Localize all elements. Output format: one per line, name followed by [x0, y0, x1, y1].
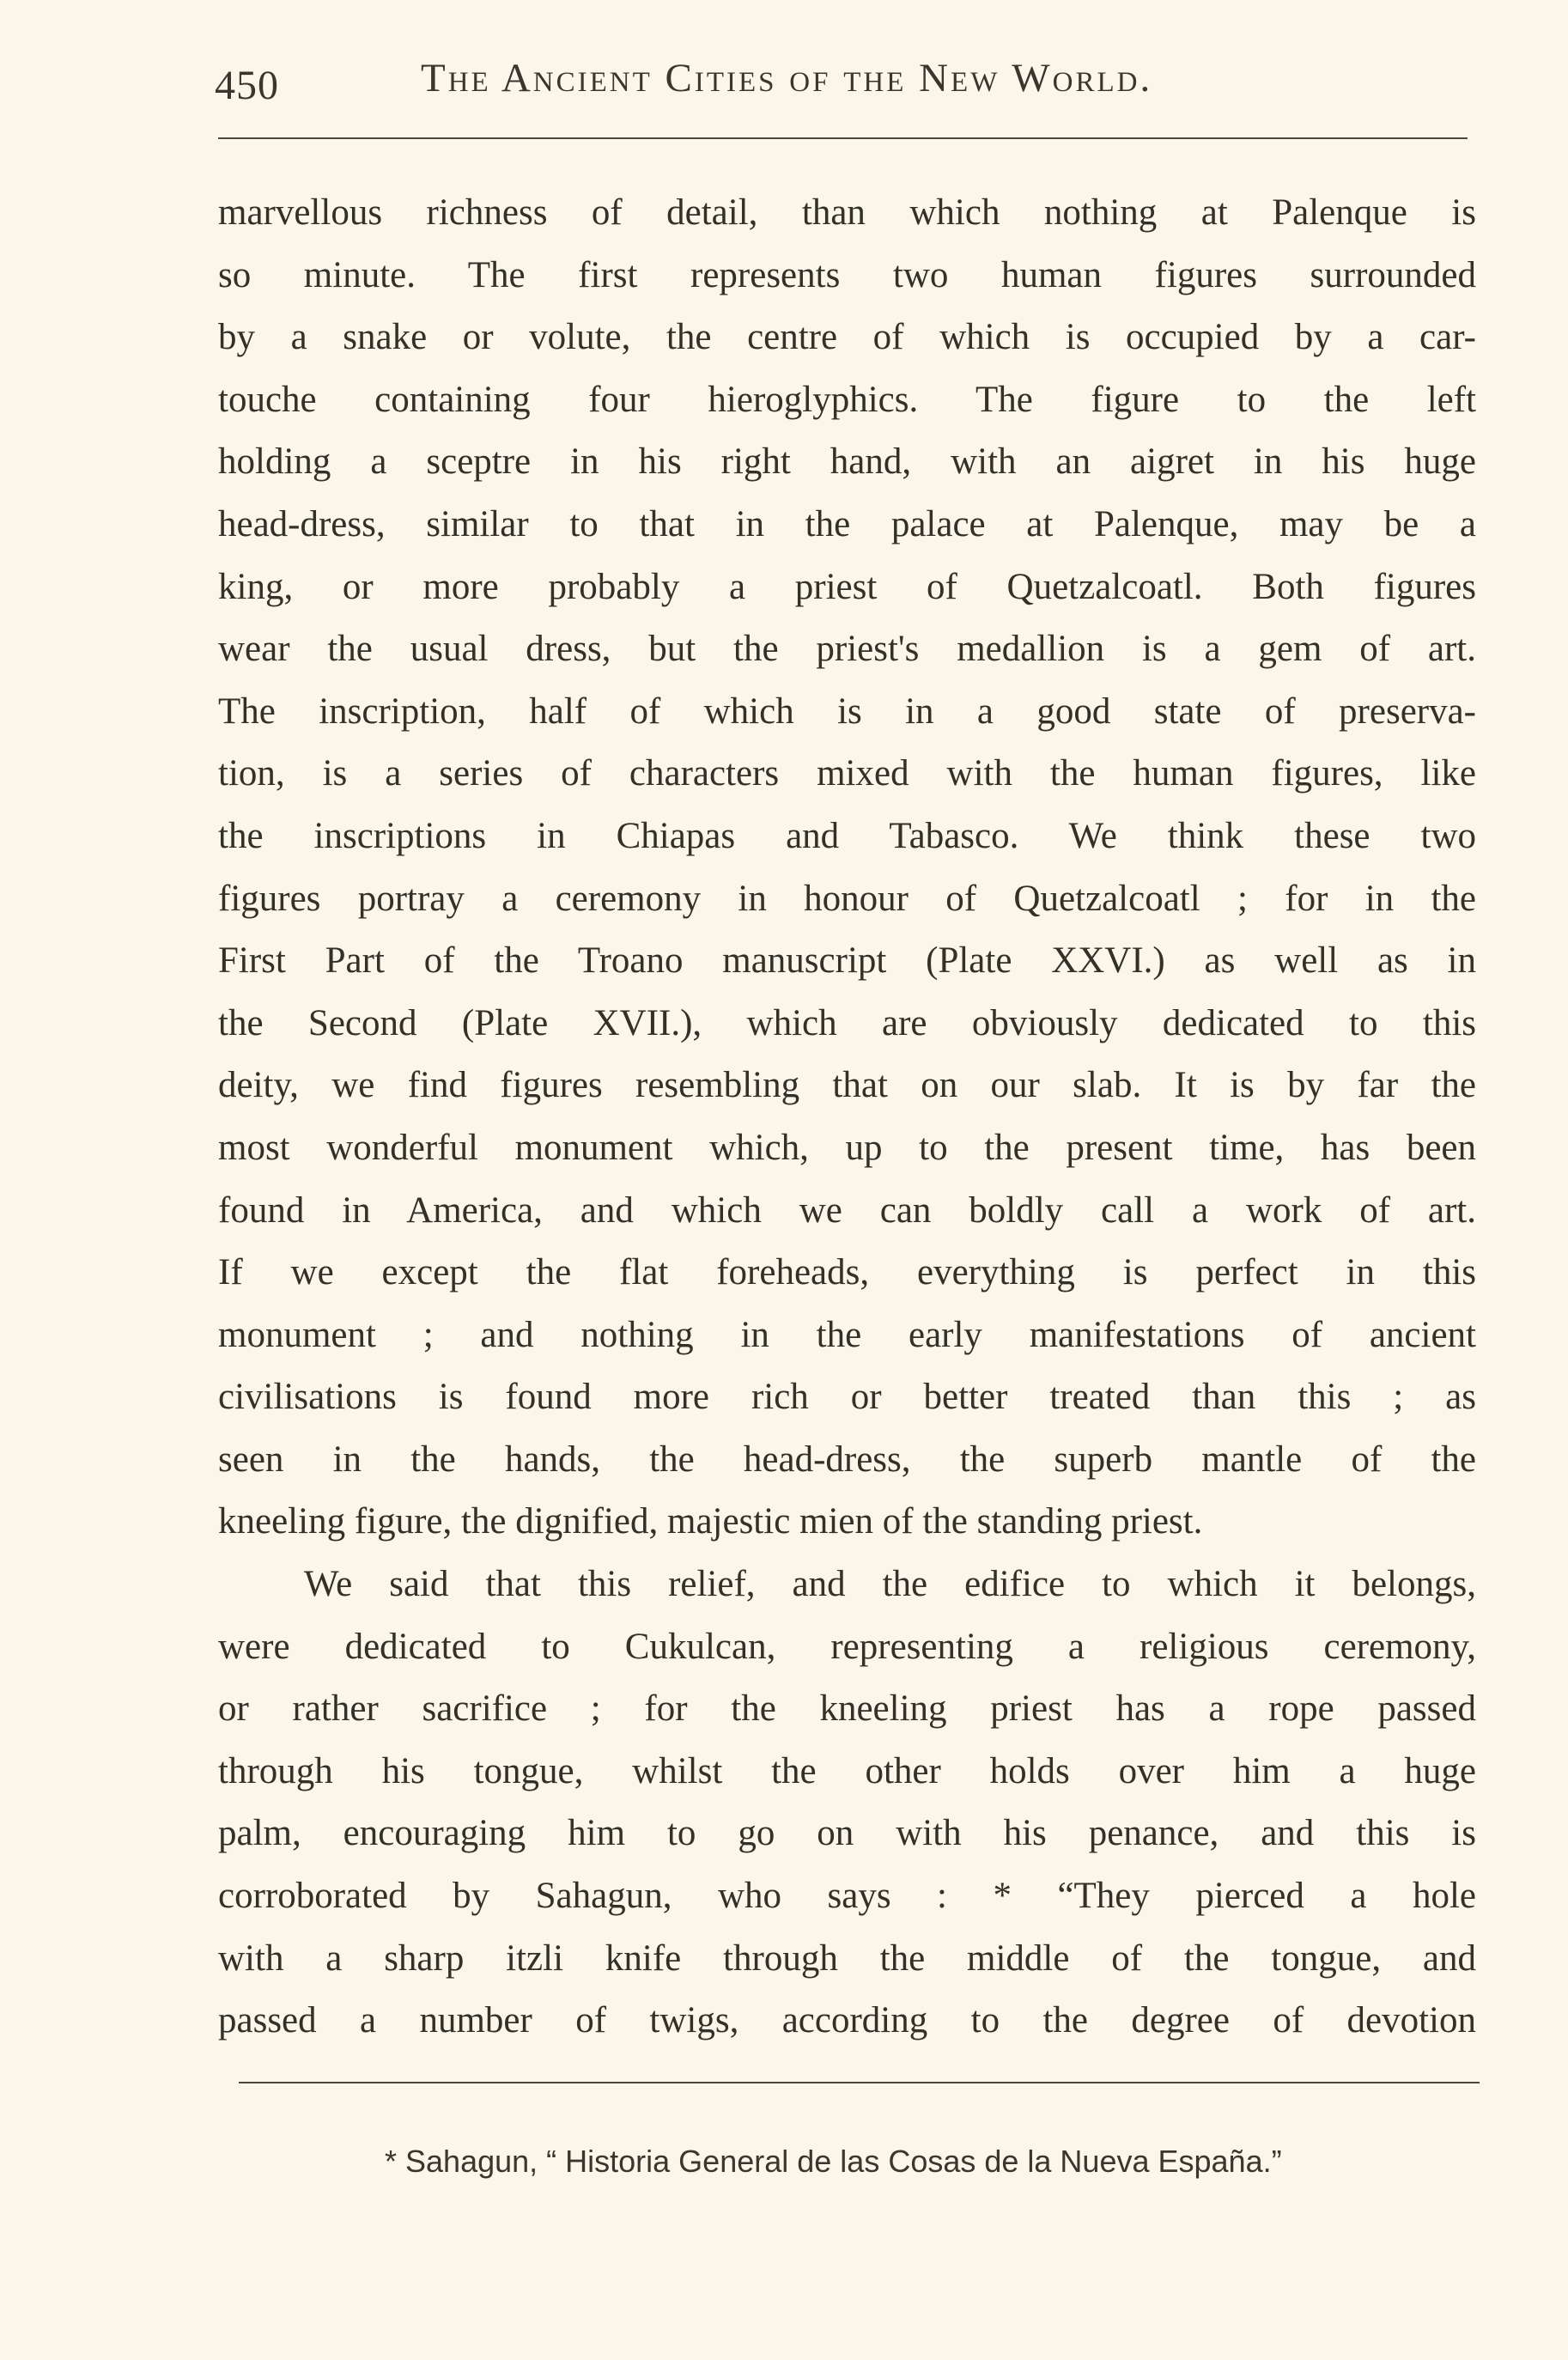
text-line: with a sharp itzli knife through the middle of the tongue, and — [218, 1937, 1476, 1979]
text-line: deity, we find figures resembling that on our slab. It is by far the — [218, 1065, 1476, 1106]
text-line: First Part of the Troano manuscript (Plate XXVI.) as well as in — [218, 940, 1476, 982]
text-line: The inscription, half of which is in a good state of preserva- — [218, 690, 1476, 732]
footnote-rule — [239, 2082, 1480, 2083]
text-line: We said that this relief, and the edifice to which it belongs, — [304, 1564, 1476, 1605]
text-line: by a snake or volute, the centre of which is occupied by a car- — [218, 317, 1476, 358]
running-title: The Ancient Cities of the New World. — [421, 56, 1153, 100]
text-line: seen in the hands, the head-dress, the superb mantle of the — [218, 1439, 1476, 1480]
footnote: * Sahagun, “ Historia General de las Cosas de la Nueva España.” — [385, 2144, 1282, 2179]
text-line: so minute. The first represents two human figures surrounded — [218, 254, 1476, 295]
text-line: through his tongue, whilst the other holds over him a huge — [218, 1750, 1476, 1791]
text-line: the inscriptions in Chiapas and Tabasco. We think these two — [218, 815, 1476, 856]
text-line: tion, is a series of characters mixed with the human figures, like — [218, 753, 1476, 794]
page-header — [215, 50, 1468, 110]
text-line: king, or more probably a priest of Quetzalcoatl. Both figures — [218, 566, 1476, 607]
text-line: the Second (Plate XVII.), which are obviously dedicated to this — [218, 1002, 1476, 1043]
body-text — [218, 182, 1476, 2053]
text-line: figures portray a ceremony in honour of Quetzalcoatl ; for in the — [218, 878, 1476, 919]
text-line: wear the usual dress, but the priest's medallion is a gem of art. — [218, 629, 1476, 670]
text-line: most wonderful monument which, up to the present time, has been — [218, 1127, 1476, 1168]
text-line: or rather sacrifice ; for the kneeling priest has a rope passed — [218, 1688, 1476, 1730]
text-line: holding a sceptre in his right hand, with an aigret in his huge — [218, 441, 1476, 483]
text-line: marvellous richness of detail, than which nothing at Palenque is — [218, 192, 1476, 233]
text-line: corroborated by Sahagun, who says : * “They pierced a hole — [218, 1876, 1476, 1917]
text-line: found in America, and which we can boldly call a work of art. — [218, 1189, 1476, 1231]
text-line: monument ; and nothing in the early manifestations of ancient — [218, 1314, 1476, 1355]
text-line: civilisations is found more rich or better treated than this ; as — [218, 1377, 1476, 1418]
text-line: were dedicated to Cukulcan, representing a religious ceremony, — [218, 1626, 1476, 1667]
text-line: head-dress, similar to that in the palace at Palenque, may be a — [218, 503, 1476, 544]
text-line: kneeling figure, the dignified, majestic mien of the standing priest. — [218, 1501, 1203, 1542]
header-rule — [218, 137, 1468, 139]
text-line: passed a number of twigs, according to the degree of devotion — [218, 2000, 1476, 2041]
text-line: touche containing four hieroglyphics. The figure to the left — [218, 379, 1476, 420]
text-line: palm, encouraging him to go on with his penance, and this is — [218, 1813, 1476, 1854]
page-number: 450 — [215, 63, 279, 108]
text-line: If we except the flat foreheads, everything is perfect in this — [218, 1252, 1476, 1293]
